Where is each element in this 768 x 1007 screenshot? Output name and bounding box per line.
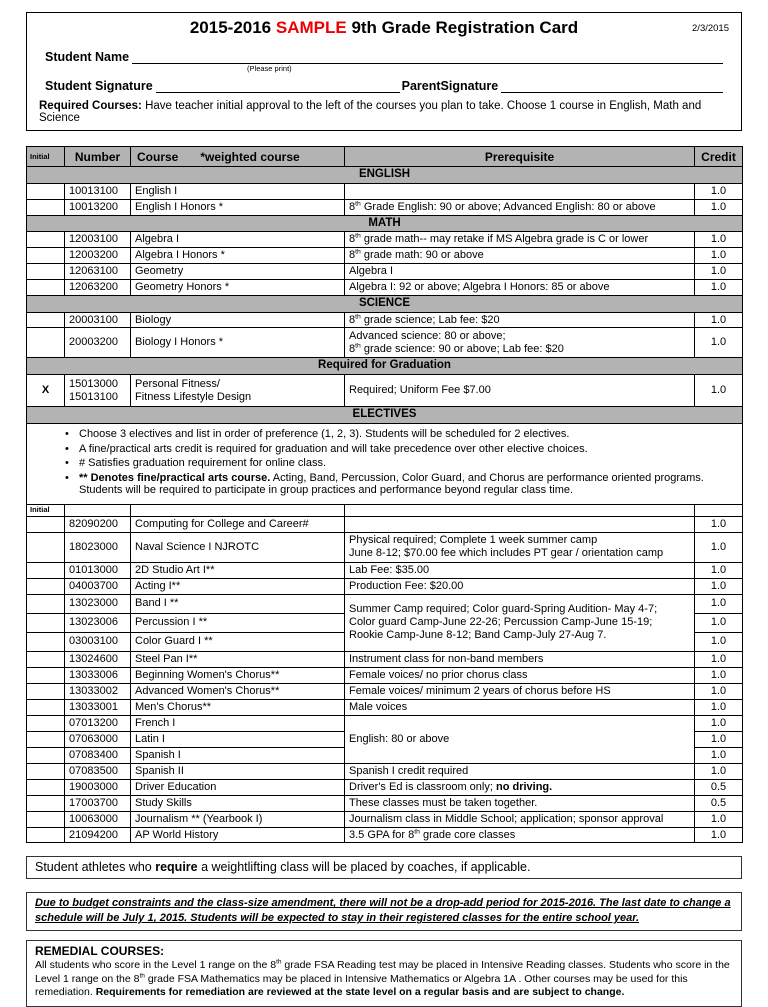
prerequisite-cell: Female voices/ no prior chorus class bbox=[345, 667, 695, 683]
credit-cell: 1.0 bbox=[695, 328, 743, 358]
column-header-credit: Credit bbox=[695, 147, 743, 167]
course-name: Steel Pan I** bbox=[131, 651, 345, 667]
section-row bbox=[27, 167, 743, 184]
course-number: 10013100 bbox=[65, 183, 131, 199]
course-name: Biology I Honors * bbox=[131, 328, 345, 358]
initial-cell[interactable] bbox=[27, 747, 65, 763]
credit-cell: 1.0 bbox=[695, 199, 743, 215]
empty-cell bbox=[65, 504, 131, 516]
prerequisite-cell: 3.5 GPA for 8th grade core classes bbox=[345, 827, 695, 843]
course-number: 13023000 bbox=[65, 594, 131, 613]
credit-cell: 1.0 bbox=[695, 279, 743, 295]
prerequisite-cell: Summer Camp required; Color guard-Spring Audition- May 4-7; Color guard Camp-June 22-26; Percussion Camp-June 15-19; Rookie Camp-June 8-12; Band Camp-July 27-Aug 7. bbox=[345, 594, 695, 651]
initial-cell[interactable] bbox=[27, 312, 65, 328]
course-row bbox=[27, 248, 743, 264]
course-row bbox=[27, 232, 743, 248]
student-signature-input[interactable] bbox=[156, 78, 400, 93]
course-row bbox=[27, 651, 743, 667]
prerequisite-cell: Spanish I credit required bbox=[345, 763, 695, 779]
initial-cell[interactable] bbox=[27, 264, 65, 280]
credit-cell: 1.0 bbox=[695, 532, 743, 562]
please-print-hint: (Please print) bbox=[247, 64, 292, 73]
parent-signature-label: ParentSignature bbox=[401, 79, 499, 93]
prerequisite-cell: 8th grade math-- may retake if MS Algebra grade is C or lower bbox=[345, 232, 695, 248]
initial-cell[interactable] bbox=[27, 651, 65, 667]
course-number: 12003200 bbox=[65, 248, 131, 264]
student-name-label: Student Name bbox=[45, 50, 130, 64]
course-number: 12003100 bbox=[65, 232, 131, 248]
prerequisite-cell: These classes must be taken together. bbox=[345, 795, 695, 811]
prerequisite-cell: 8th grade science; Lab fee: $20 bbox=[345, 312, 695, 328]
course-row bbox=[27, 312, 743, 328]
elective-note: • A fine/practical arts credit is required for graduation and will take precedence over other elective choices. bbox=[63, 443, 736, 456]
course-row bbox=[27, 795, 743, 811]
course-name: 2D Studio Art I** bbox=[131, 562, 345, 578]
course-name: English I bbox=[131, 183, 345, 199]
course-name: Driver Education bbox=[131, 779, 345, 795]
course-row bbox=[27, 375, 743, 407]
prerequisite-cell: Algebra I bbox=[345, 264, 695, 280]
initial-cell[interactable] bbox=[27, 232, 65, 248]
course-row bbox=[27, 279, 743, 295]
column-header-prerequisite: Prerequisite bbox=[345, 147, 695, 167]
sample-label: SAMPLE bbox=[275, 18, 347, 37]
elective-note: • Choose 3 electives and list in order of preference (1, 2, 3). Students will be scheduled for 2 electives. bbox=[63, 428, 736, 441]
course-name: Band I ** bbox=[131, 594, 345, 613]
signature-row bbox=[45, 78, 723, 93]
section-label: MATH bbox=[27, 215, 743, 232]
course-name: Spanish I bbox=[131, 747, 345, 763]
prerequisite-cell: Advanced science: 80 or above; 8th grade science: 90 or above; Lab fee: $20 bbox=[345, 328, 695, 358]
required-courses-label: Required Courses: bbox=[39, 100, 142, 112]
course-name: Spanish II bbox=[131, 763, 345, 779]
credit-cell: 1.0 bbox=[695, 811, 743, 827]
title-suffix: 9th Grade Registration Card bbox=[346, 18, 579, 37]
course-number: 15013000 15013100 bbox=[65, 375, 131, 407]
initial-cell[interactable] bbox=[27, 731, 65, 747]
course-row bbox=[27, 199, 743, 215]
initial-cell[interactable] bbox=[27, 516, 65, 532]
initial-label-row bbox=[27, 504, 743, 516]
initial-cell[interactable] bbox=[27, 779, 65, 795]
prerequisite-cell: 8th grade math: 90 or above bbox=[345, 248, 695, 264]
credit-cell: 1.0 bbox=[695, 264, 743, 280]
prerequisite-cell: Journalism class in Middle School; application; sponsor approval bbox=[345, 811, 695, 827]
parent-signature-input[interactable] bbox=[501, 78, 723, 93]
section-label: ELECTIVES bbox=[27, 407, 743, 424]
credit-cell: 1.0 bbox=[695, 183, 743, 199]
course-number: 03003100 bbox=[65, 632, 131, 651]
credit-cell: 1.0 bbox=[695, 632, 743, 651]
course-row bbox=[27, 328, 743, 358]
credit-cell: 1.0 bbox=[695, 516, 743, 532]
course-name: Journalism ** (Yearbook I) bbox=[131, 811, 345, 827]
section-row bbox=[27, 358, 743, 375]
course-number: 19003000 bbox=[65, 779, 131, 795]
course-row bbox=[27, 683, 743, 699]
initial-label: Initial bbox=[27, 504, 65, 516]
course-name: Personal Fitness/ Fitness Lifestyle Design bbox=[131, 375, 345, 407]
column-header-course bbox=[131, 147, 345, 167]
remedial-title: REMEDIAL COURSES: bbox=[35, 944, 165, 959]
credit-cell: 1.0 bbox=[695, 312, 743, 328]
course-name: Men's Chorus** bbox=[131, 699, 345, 715]
credit-cell: 1.0 bbox=[695, 667, 743, 683]
course-name: Study Skills bbox=[131, 795, 345, 811]
section-row bbox=[27, 295, 743, 312]
course-name: Algebra I bbox=[131, 232, 345, 248]
initial-cell[interactable] bbox=[27, 328, 65, 358]
initial-cell[interactable] bbox=[27, 699, 65, 715]
course-number: 82090200 bbox=[65, 516, 131, 532]
course-name: Color Guard I ** bbox=[131, 632, 345, 651]
course-name: Naval Science I NJROTC bbox=[131, 532, 345, 562]
credit-cell: 1.0 bbox=[695, 248, 743, 264]
credit-cell: 1.0 bbox=[695, 699, 743, 715]
initial-cell[interactable] bbox=[27, 578, 65, 594]
initial-cell[interactable] bbox=[27, 795, 65, 811]
electives-notes-list bbox=[63, 428, 736, 497]
elective-note: • ** Denotes fine/practical arts course. Acting, Band, Percussion, Color Guard, and Chorus are performance oriented programs. Students will be required to participate in group practices and performance beyond regular class time. bbox=[63, 472, 736, 498]
credit-cell: 1.0 bbox=[695, 651, 743, 667]
remedial-text: All students who score in the Level 1 range on the 8th grade FSA Reading test may be placed in Intensive Reading classes. Students who score in the Level 1 range on the 8th grade FSA Mathematics may be placed in Intensive Mathematics or Algebra 1A . Other courses may be used for this remediation. Requirements for remediation are reviewed at the state level on a regular basis and are subject to change. bbox=[35, 958, 730, 999]
initial-cell[interactable] bbox=[27, 562, 65, 578]
elective-note: • # Satisfies graduation requirement for online class. bbox=[63, 457, 736, 470]
course-name: English I Honors * bbox=[131, 199, 345, 215]
credit-cell: 1.0 bbox=[695, 683, 743, 699]
initial-cell[interactable] bbox=[27, 613, 65, 632]
required-courses-text: Have teacher initial approval to the left of the courses you plan to take. Choose 1 course in English, Math and Science bbox=[39, 100, 702, 124]
table-body bbox=[27, 167, 743, 843]
credit-cell: 1.0 bbox=[695, 763, 743, 779]
course-row bbox=[27, 763, 743, 779]
initial-cell[interactable] bbox=[27, 248, 65, 264]
course-row bbox=[27, 183, 743, 199]
column-header-number: Number bbox=[65, 147, 131, 167]
credit-cell: 1.0 bbox=[695, 578, 743, 594]
initial-cell[interactable] bbox=[27, 811, 65, 827]
title-prefix: 2015-2016 bbox=[189, 18, 276, 37]
remedial-note bbox=[26, 940, 742, 1007]
prerequisite-cell: Female voices/ minimum 2 years of chorus before HS bbox=[345, 683, 695, 699]
course-name: AP World History bbox=[131, 827, 345, 843]
course-name: Computing for College and Career# bbox=[131, 516, 345, 532]
empty-cell bbox=[131, 504, 345, 516]
student-signature-label: Student Signature bbox=[45, 79, 153, 93]
course-number: 17003700 bbox=[65, 795, 131, 811]
course-row bbox=[27, 578, 743, 594]
course-row bbox=[27, 827, 743, 843]
credit-cell: 0.5 bbox=[695, 779, 743, 795]
course-number: 12063200 bbox=[65, 279, 131, 295]
initial-cell[interactable] bbox=[27, 199, 65, 215]
electives-notes bbox=[27, 423, 743, 504]
course-name: Percussion I ** bbox=[131, 613, 345, 632]
course-number: 12063100 bbox=[65, 264, 131, 280]
course-row bbox=[27, 715, 743, 731]
registration-table bbox=[26, 146, 743, 843]
section-label: ENGLISH bbox=[27, 167, 743, 184]
course-name: French I bbox=[131, 715, 345, 731]
course-row bbox=[27, 779, 743, 795]
initial-cell[interactable] bbox=[27, 763, 65, 779]
table-header-row bbox=[27, 147, 743, 167]
course-number: 20003200 bbox=[65, 328, 131, 358]
student-name-input[interactable] bbox=[132, 49, 723, 73]
prerequisite-cell bbox=[345, 183, 695, 199]
empty-cell bbox=[345, 504, 695, 516]
course-number: 13033001 bbox=[65, 699, 131, 715]
course-row bbox=[27, 532, 743, 562]
course-name: Geometry Honors * bbox=[131, 279, 345, 295]
course-number: 13033006 bbox=[65, 667, 131, 683]
prerequisite-cell: Required; Uniform Fee $7.00 bbox=[345, 375, 695, 407]
credit-cell: 1.0 bbox=[695, 715, 743, 731]
course-row bbox=[27, 811, 743, 827]
initial-cell[interactable]: X bbox=[27, 375, 65, 407]
course-name: Beginning Women's Chorus** bbox=[131, 667, 345, 683]
prerequisite-cell: Driver's Ed is classroom only; no driving. bbox=[345, 779, 695, 795]
course-row bbox=[27, 562, 743, 578]
course-name: Acting I** bbox=[131, 578, 345, 594]
title-row bbox=[37, 18, 731, 42]
course-number: 13033002 bbox=[65, 683, 131, 699]
credit-cell: 1.0 bbox=[695, 613, 743, 632]
student-name-row bbox=[45, 49, 723, 73]
prerequisite-cell: Instrument class for non-band members bbox=[345, 651, 695, 667]
athletes-note: Student athletes who require a weightlifting class will be placed by coaches, if applicable. bbox=[26, 856, 742, 879]
course-number: 07083400 bbox=[65, 747, 131, 763]
electives-notes-row bbox=[27, 423, 743, 504]
course-header-label: Course bbox=[137, 149, 179, 164]
course-name: Algebra I Honors * bbox=[131, 248, 345, 264]
initial-cell[interactable] bbox=[27, 632, 65, 651]
credit-cell: 1.0 bbox=[695, 594, 743, 613]
course-number: 10063000 bbox=[65, 811, 131, 827]
initial-cell[interactable] bbox=[27, 715, 65, 731]
initial-cell[interactable] bbox=[27, 183, 65, 199]
course-row bbox=[27, 667, 743, 683]
dropadd-note: Due to budget constraints and the class-size amendment, there will not be a drop-add period for 2015-2016. The last date to change a schedule will be July 1, 2015. Students will be expected to stay in their registered classes for the entire school year. bbox=[26, 892, 742, 931]
course-number: 21094200 bbox=[65, 827, 131, 843]
prerequisite-cell: Production Fee: $20.00 bbox=[345, 578, 695, 594]
course-number: 13023006 bbox=[65, 613, 131, 632]
credit-cell: 1.0 bbox=[695, 375, 743, 407]
weighted-course-label: *weighted course bbox=[200, 149, 300, 164]
course-number: 04003700 bbox=[65, 578, 131, 594]
prerequisite-cell: Lab Fee: $35.00 bbox=[345, 562, 695, 578]
credit-cell: 1.0 bbox=[695, 731, 743, 747]
course-number: 18023000 bbox=[65, 532, 131, 562]
prerequisite-cell: English: 80 or above bbox=[345, 715, 695, 763]
initial-cell[interactable] bbox=[27, 594, 65, 613]
section-label: SCIENCE bbox=[27, 295, 743, 312]
column-header-initial: Initial bbox=[27, 147, 65, 167]
initial-cell[interactable] bbox=[27, 532, 65, 562]
course-name: Latin I bbox=[131, 731, 345, 747]
course-number: 07013200 bbox=[65, 715, 131, 731]
prerequisite-cell: Male voices bbox=[345, 699, 695, 715]
course-number: 20003100 bbox=[65, 312, 131, 328]
course-row bbox=[27, 699, 743, 715]
course-number: 01013000 bbox=[65, 562, 131, 578]
course-row bbox=[27, 594, 743, 613]
section-row bbox=[27, 407, 743, 424]
credit-cell: 1.0 bbox=[695, 562, 743, 578]
section-row bbox=[27, 215, 743, 232]
credit-cell: 1.0 bbox=[695, 232, 743, 248]
course-name: Geometry bbox=[131, 264, 345, 280]
credit-cell: 0.5 bbox=[695, 795, 743, 811]
page-title bbox=[37, 18, 731, 38]
course-number: 10013200 bbox=[65, 199, 131, 215]
course-number: 07083500 bbox=[65, 763, 131, 779]
prerequisite-cell bbox=[345, 516, 695, 532]
initial-cell[interactable] bbox=[27, 279, 65, 295]
prerequisite-cell: Algebra I: 92 or above; Algebra I Honors: 85 or above bbox=[345, 279, 695, 295]
required-courses-note bbox=[39, 100, 729, 124]
credit-cell: 1.0 bbox=[695, 827, 743, 843]
course-number: 13024600 bbox=[65, 651, 131, 667]
initial-cell[interactable] bbox=[27, 683, 65, 699]
empty-cell bbox=[695, 504, 743, 516]
credit-cell: 1.0 bbox=[695, 747, 743, 763]
initial-cell[interactable] bbox=[27, 827, 65, 843]
course-row bbox=[27, 516, 743, 532]
section-label: Required for Graduation bbox=[27, 358, 743, 375]
course-name: Biology bbox=[131, 312, 345, 328]
course-row bbox=[27, 264, 743, 280]
course-number: 07063000 bbox=[65, 731, 131, 747]
prerequisite-cell: Physical required; Complete 1 week summer camp June 8-12; $70.00 fee which includes PT gear / orientation camp bbox=[345, 532, 695, 562]
course-name: Advanced Women's Chorus** bbox=[131, 683, 345, 699]
doc-header bbox=[26, 12, 742, 131]
date-label: 2/3/2015 bbox=[692, 23, 729, 34]
prerequisite-cell: 8th Grade English: 90 or above; Advanced English: 80 or above bbox=[345, 199, 695, 215]
initial-cell[interactable] bbox=[27, 667, 65, 683]
